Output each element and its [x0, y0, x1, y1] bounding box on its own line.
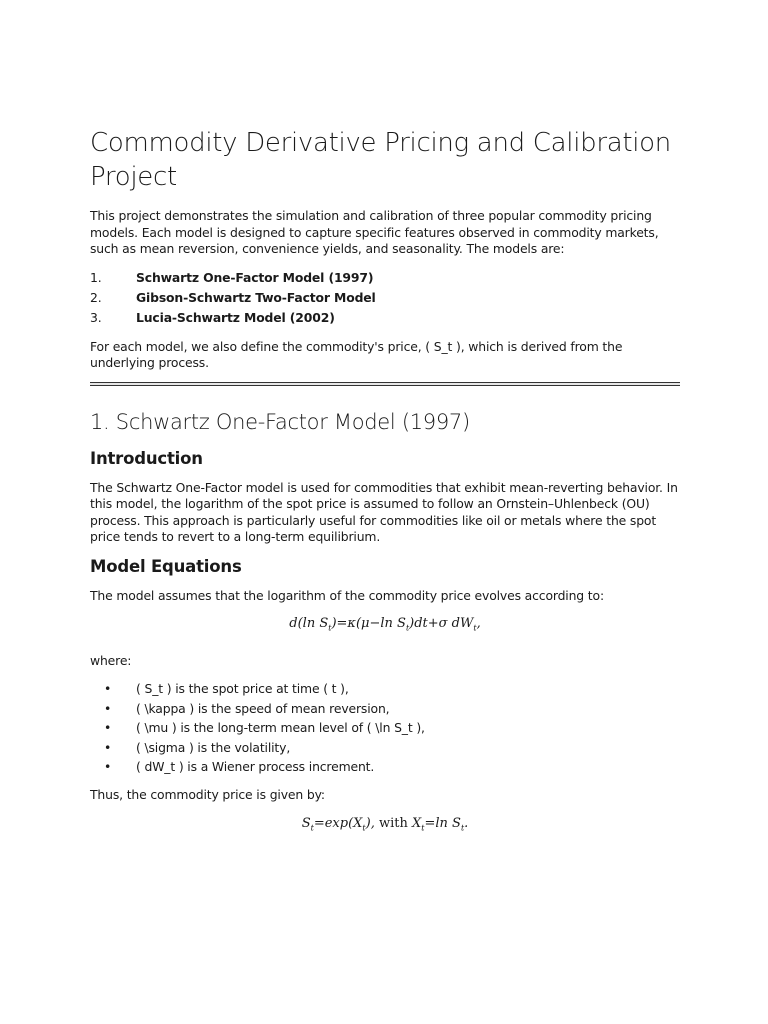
list-number: 3. [90, 309, 102, 325]
definition-list [90, 679, 680, 777]
list-item-text: ( \mu ) is the long-term mean level of ( \ln S_t ), [136, 720, 425, 736]
thus-paragraph: Thus, the commodity price is given by: [90, 787, 325, 803]
bullet-icon: • [104, 759, 112, 775]
list-item [90, 308, 680, 328]
model-equations-heading: Model Equations [90, 556, 242, 576]
list-item-label: Lucia-Schwartz Model (2002) [136, 309, 335, 325]
intro-paragraph: This project demonstrates the simulation and calibration of three popular commodity pricing models. Each model is designed to capture specific features observed in commodity markets, such as mean reversion, convenience yields, and seasonality. The models are: [90, 208, 659, 256]
bullet-icon: • [104, 739, 112, 755]
list-item-label: Gibson-Schwartz Two-Factor Model [136, 289, 376, 305]
bullet-icon: • [104, 720, 112, 736]
price-equation: $S_t=\exp(X_t)$, with $X_t=\ln$ $S_t$. [301, 815, 469, 833]
list-number: 2. [90, 289, 102, 305]
equation-lead-paragraph: The model assumes that the logarithm of the commodity price evolves according to: [90, 587, 604, 603]
horizontal-rule [90, 382, 680, 386]
price-note-paragraph: For each model, we also define the commodity's price, ( S_t ), which is derived from the underlying process. [90, 338, 623, 370]
list-item-text: ( S_t ) is the spot price at time ( t ), [136, 681, 349, 697]
list-item [90, 738, 680, 758]
bullet-icon: • [104, 681, 112, 697]
list-item-text: ( \sigma ) is the volatility, [136, 739, 291, 755]
list-number: 1. [90, 269, 102, 285]
list-item [90, 288, 680, 308]
bullet-icon: • [104, 700, 112, 716]
introduction-heading: Introduction [90, 448, 203, 468]
list-item [90, 699, 680, 719]
list-item [90, 718, 680, 738]
section-heading: 1. Schwartz One-Factor Model (1997) [90, 409, 470, 434]
list-item [90, 757, 680, 777]
list-item-text: ( dW_t ) is a Wiener process increment. [136, 759, 375, 775]
list-item [90, 268, 680, 288]
list-item-label: Schwartz One-Factor Model (1997) [136, 269, 374, 285]
page-title: Commodity Derivative Pricing and Calibration Project [90, 128, 671, 192]
list-item [90, 679, 680, 699]
where-label: where: [90, 652, 132, 668]
document-content [90, 126, 680, 852]
ou-equation: d(ln $S_t)=\kappa(\mu-\ln$ $S_t)dt+\sigma$ $dW_t$, [289, 616, 481, 633]
introduction-paragraph: The Schwartz One-Factor model is used for commodities that exhibit mean-reverting behavior. In this model, the logarithm of the spot price is assumed to follow an Ornstein–Uhlenbeck (OU) process. This approach is particularly useful for commodities like oil or metals where the spot price tends to revert to a long-term equilibrium. [90, 479, 678, 544]
model-list [90, 268, 680, 328]
list-item-text: ( \kappa ) is the speed of mean reversion, [136, 700, 390, 716]
